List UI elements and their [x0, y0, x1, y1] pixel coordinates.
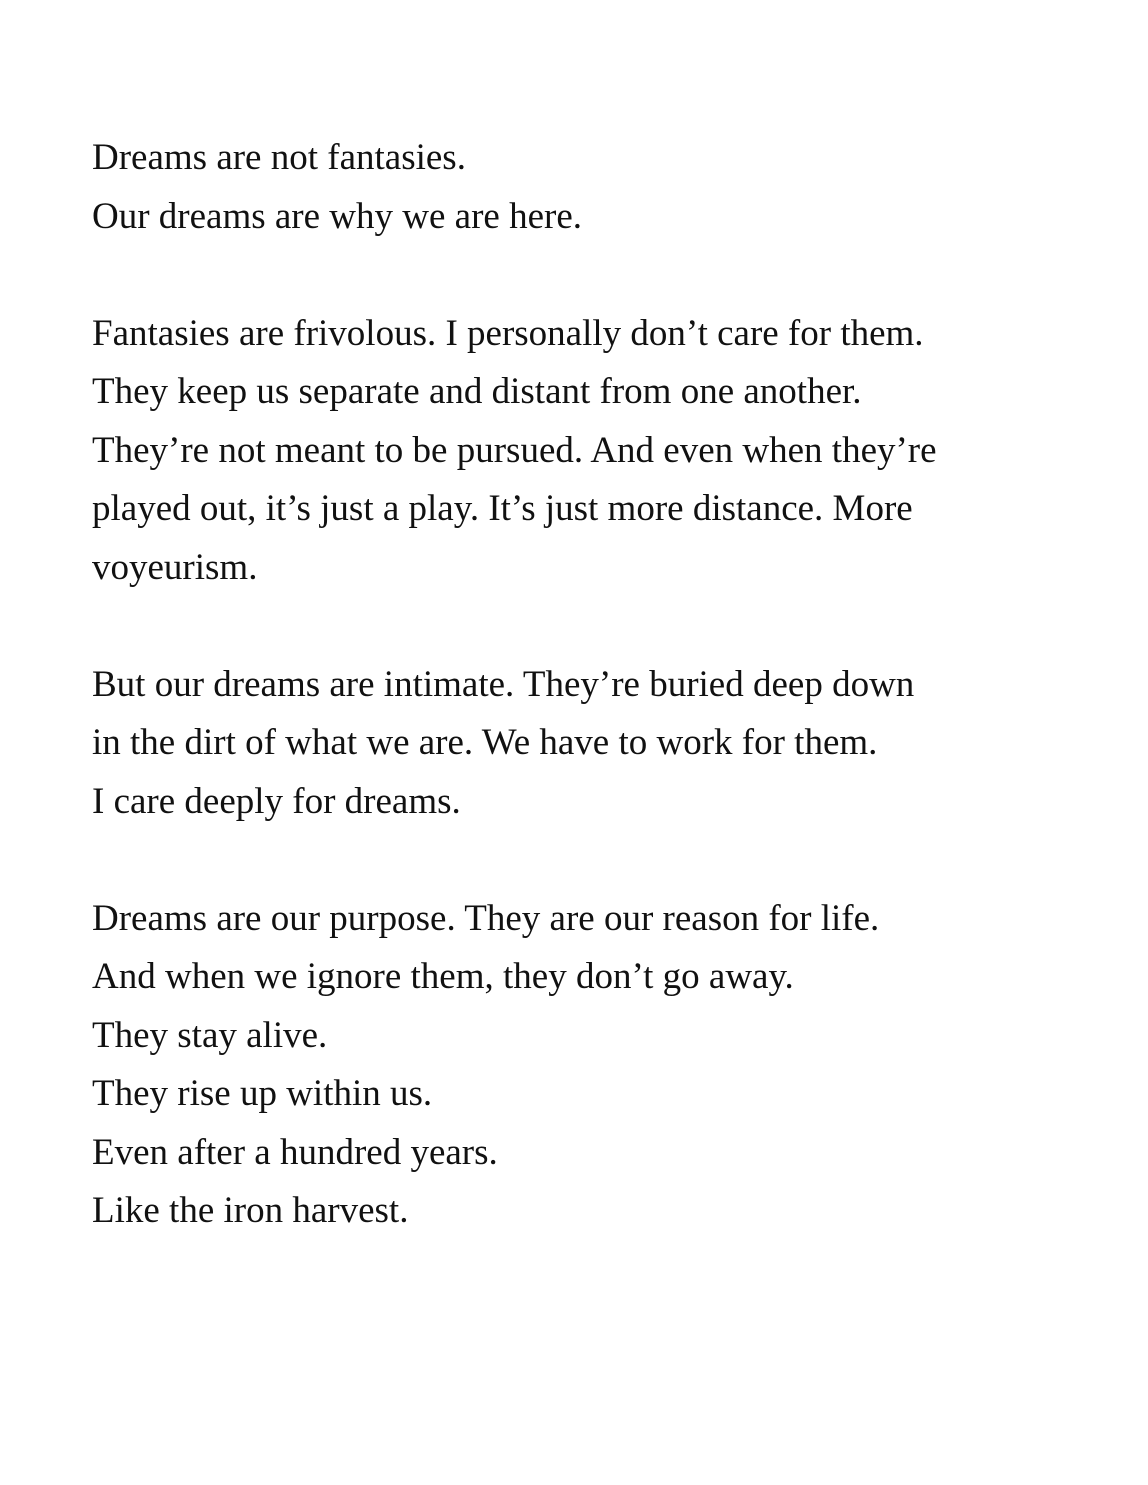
poem-line: I care deeply for dreams.	[92, 780, 461, 822]
poem-line: They’re not meant to be pursued. And even when they’re	[92, 429, 937, 471]
stanza-4	[92, 890, 1122, 1241]
poem-line: Like the iron harvest.	[92, 1190, 409, 1231]
poem-line: Dreams are our purpose. They are our reason for life.	[92, 897, 880, 939]
stanza-3	[92, 656, 1122, 832]
stanza-gap	[92, 246, 1122, 305]
stanza-gap	[92, 597, 1122, 656]
poem-line: They rise up within us.	[92, 1073, 433, 1114]
poem-line: voyeurism.	[92, 546, 258, 588]
poem-line: played out, it’s just a play. It’s just more distance. More	[92, 488, 913, 529]
stanza-gap	[92, 831, 1122, 890]
poem-line: Fantasies are frivolous. I personally don’t care for them.	[92, 312, 924, 354]
stanza-1	[92, 129, 1122, 246]
poem-line: They stay alive.	[92, 1014, 328, 1056]
poem-line: And when we ignore them, they don’t go away.	[92, 956, 794, 997]
poem-line: They keep us separate and distant from one another.	[92, 371, 862, 412]
poem-page	[92, 129, 1122, 1241]
poem-line: Dreams are not fantasies.	[92, 137, 466, 178]
poem-line: in the dirt of what we are. We have to work for them.	[92, 722, 878, 763]
poem-line: But our dreams are intimate. They’re buried deep down	[92, 663, 915, 705]
stanza-2	[92, 305, 1122, 598]
poem-line: Even after a hundred years.	[92, 1131, 498, 1173]
poem-line: Our dreams are why we are here.	[92, 195, 582, 237]
